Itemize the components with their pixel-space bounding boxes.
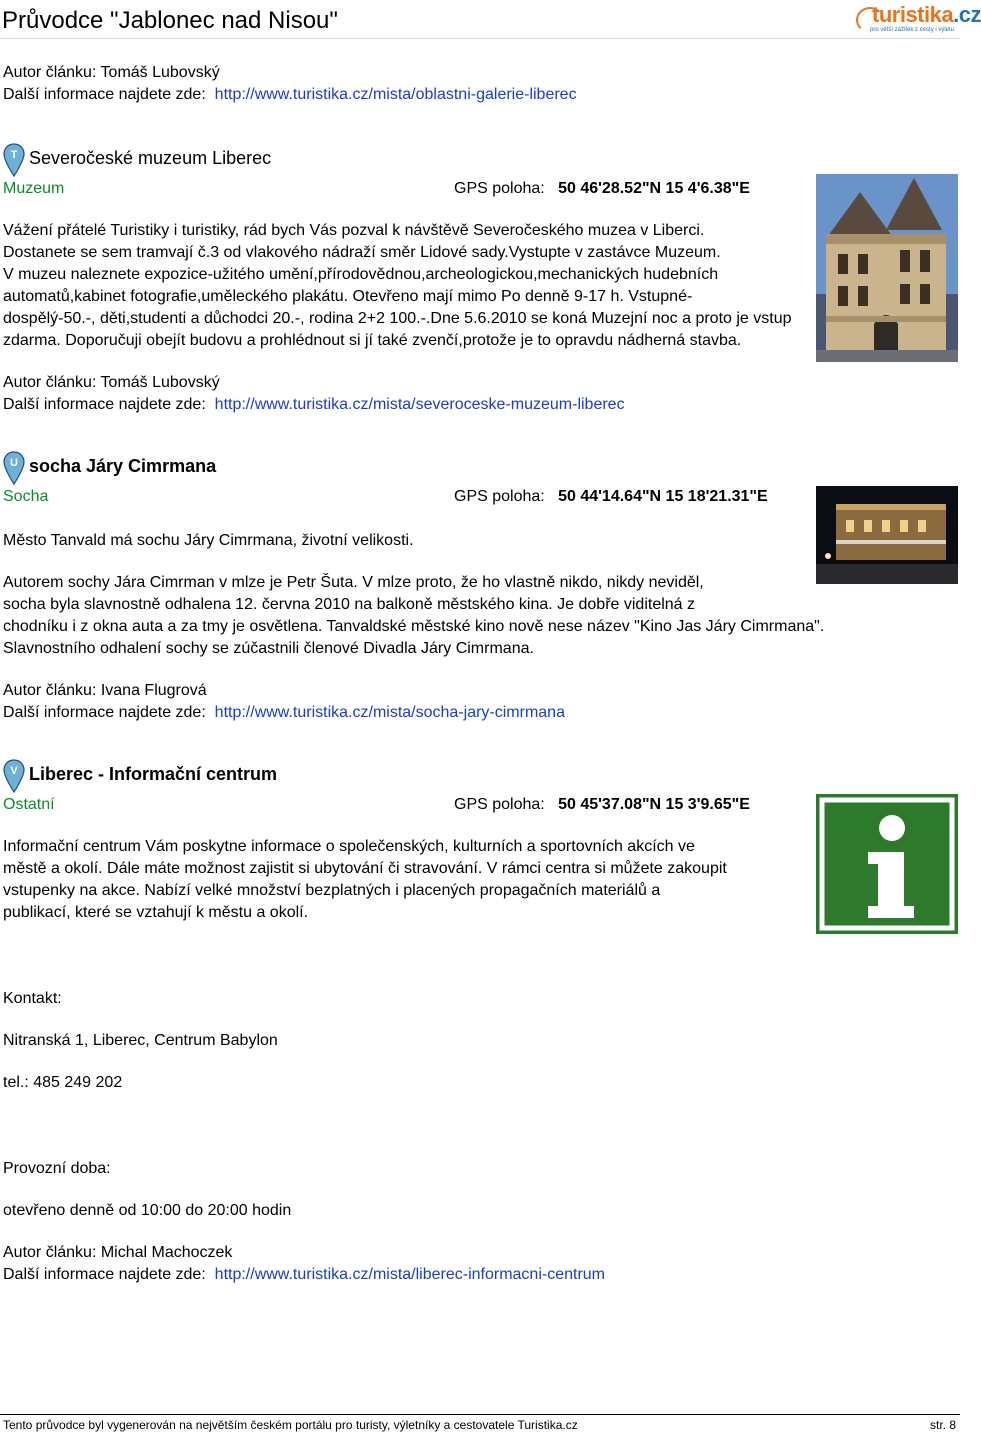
svg-text:U: U [10, 457, 18, 469]
turistika-logo[interactable] [856, 2, 981, 35]
info-sign-icon [816, 794, 958, 934]
footer-text: Tento průvodce byl vygenerován na největším českém portálu pro turisty, výletníky a cestovatele Turistika.cz [3, 1418, 578, 1432]
section-paragraph: Autorem sochy Jára Cimrman v mlze je Petr Šuta. V mlze proto, že ho vlastně nikdo, nikdy neviděl, socha byla slavnostně odhalena 12. června 2010 na balkoně městského kina. Je dobře viditelná z chodníku i z okna auta a za tmy je osvětlena. Tanvaldské městské kino nově nese název "Kino Jas Járy Cimrmana". Slavnostního odhalení sochy se zúčastnili členové Divadla Járy Cimrmana. [3, 574, 825, 657]
more-info-link[interactable]: http://www.turistika.cz/mista/severoceske-muzeum-liberec [214, 396, 625, 413]
author-line: Autor článku: Tomáš Lubovský [3, 374, 220, 391]
map-pin-icon [3, 143, 25, 177]
more-info-link[interactable]: http://www.turistika.cz/mista/oblastni-galerie-liberec [214, 86, 577, 103]
more-info-link[interactable]: http://www.turistika.cz/mista/socha-jary-cimrmana [214, 704, 565, 721]
svg-text:T: T [10, 149, 18, 161]
map-pin-icon [3, 759, 25, 793]
gps-value: 50 46'28.52"N 15 4'6.38"E [558, 180, 750, 197]
author-line: Autor článku: Michal Machoczek [3, 1244, 233, 1261]
author-line: Autor článku: Ivana Flugrová [3, 682, 207, 699]
address: Nitranská 1, Liberec, Centrum Babylon [3, 1032, 278, 1049]
statue-photo [816, 486, 958, 584]
header-divider [0, 38, 960, 39]
gps-value: 50 45'37.08"N 15 3'9.65"E [558, 796, 750, 813]
category-label: Ostatní [3, 796, 55, 813]
category-label: Socha [3, 488, 49, 505]
logo-tagline: pro větší zážitek z cesty i výletu [870, 27, 955, 33]
more-info-line: Další informace najdete zde: http://www.turistika.cz/mista/severoceske-muzeum-liberec [3, 396, 625, 413]
logo-wordmark: turistika.cz [872, 2, 981, 27]
category-label: Muzeum [3, 180, 65, 197]
section-title: Severočeské muzeum Liberec [29, 148, 272, 168]
map-pin-icon [3, 451, 25, 485]
more-info-line: Další informace najdete zde: http://www.turistika.cz/mista/liberec-informacni-centrum [3, 1266, 605, 1283]
gps-position: GPS poloha: 50 44'14.64"N 15 18'21.31"E [454, 488, 768, 505]
page-title: Průvodce "Jablonec nad Nisou" [2, 7, 338, 34]
svg-text:V: V [10, 765, 18, 777]
gps-value: 50 44'14.64"N 15 18'21.31"E [558, 488, 768, 505]
gps-position: GPS poloha: 50 46'28.52"N 15 4'6.38"E [454, 180, 750, 197]
author-line: Autor článku: Tomáš Lubovský [3, 64, 220, 81]
footer-divider [0, 1414, 960, 1415]
section-intro: Město Tanvald má sochu Járy Cimrmana, životní velikosti. [3, 532, 414, 549]
page-number: str. 8 [929, 1418, 956, 1432]
hours-label: Provozní doba: [3, 1160, 111, 1177]
section-paragraph: Informační centrum Vám poskytne informace o společenských, kulturních a sportovních akcích ve městě a okolí. Dále máte možnost zajistit si ubytování či stravování. V rámci centra si můžete zakoupit vstupenky na akce. Nabízí velké množství bezplatných i placených propagačních materiálů a publikací, které se vztahují k městu a okolí. [3, 838, 727, 921]
section-paragraph: Vážení přátelé Turistiky i turistiky, rád bych Vás pozval k návštěvě Severočeského muzea v Liberci. Dostanete se sem tramvají č.3 od vlakového nádraží směr Lidové sady.Vystupte v zastávce Muzeum. V muzeu naleznete expozice-užitého umění,přírodovědnou,archeologickou,mechanických hudebních automatů,kabinet fotografie,uměleckého plakátu. Otevřeno mají mimo Po denně 9-17 h. Vstupné- dospělý-50.-, děti,studenti a důchodci 20.-, rodina 2+2 100.-.Dne 5.6.2010 se koná Muzejní noc a proto je vstup zdarma. Doporučuji obejít budovu a prohlédnout si jí také zvenčí,protože je to opravdu nádherná stavba. [3, 222, 792, 349]
gps-position: GPS poloha: 50 45'37.08"N 15 3'9.65"E [454, 796, 750, 813]
section-title: Liberec - Informační centrum [29, 764, 278, 784]
more-info-line: Další informace najdete zde: http://www.turistika.cz/mista/oblastni-galerie-liberec [3, 86, 577, 103]
phone: tel.: 485 249 202 [3, 1074, 123, 1091]
opening-hours: otevřeno denně od 10:00 do 20:00 hodin [3, 1202, 292, 1219]
contact-label: Kontakt: [3, 990, 62, 1007]
more-info-link[interactable]: http://www.turistika.cz/mista/liberec-informacni-centrum [214, 1266, 605, 1283]
more-info-line: Další informace najdete zde: http://www.turistika.cz/mista/socha-jary-cimrmana [3, 704, 565, 721]
section-title: socha Járy Cimrmana [29, 456, 217, 476]
museum-photo [816, 174, 958, 362]
